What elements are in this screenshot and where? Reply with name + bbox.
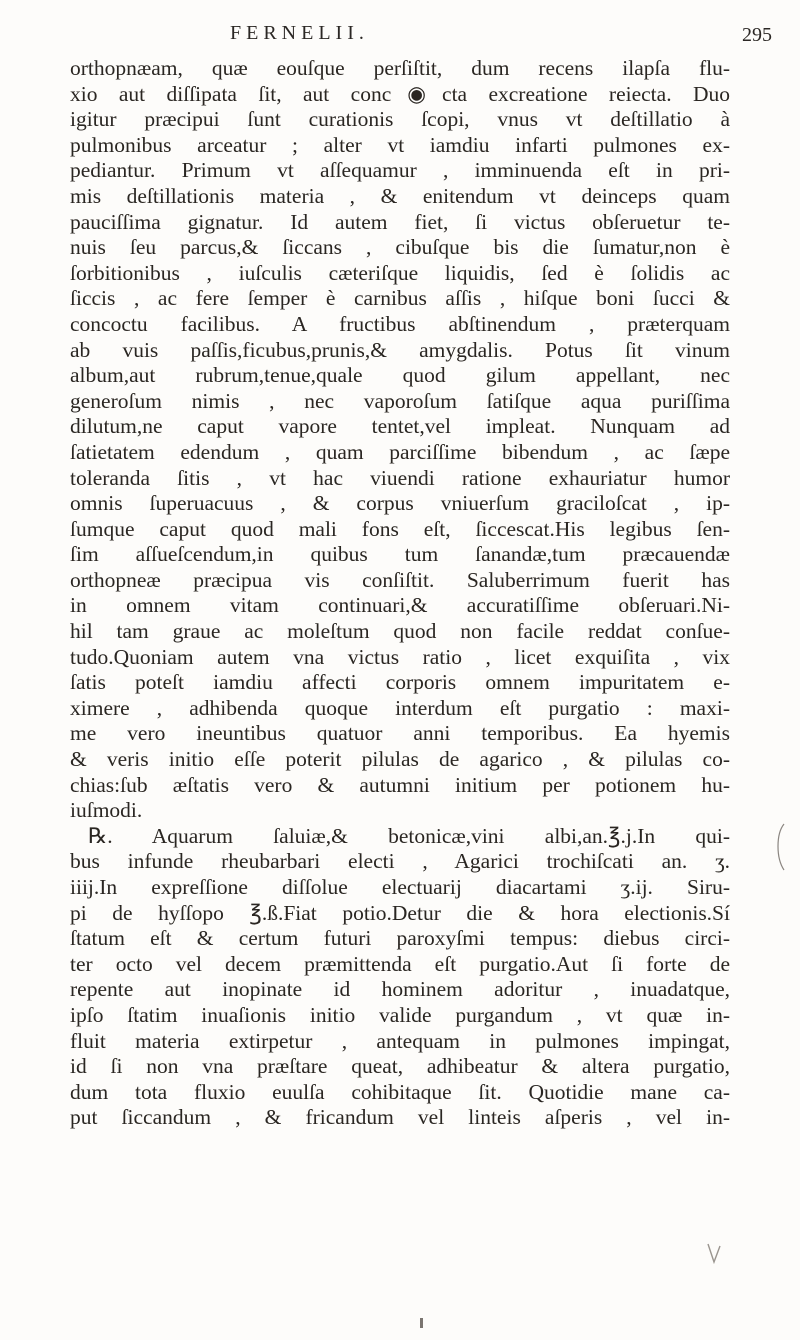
text-line: ſtatum eſt & certum futuri paroxyſmi tempus: diebus circi- [70, 926, 730, 951]
text-line: toleranda ſitis , vt hac viuendi ratione exhauriatur humor [70, 465, 730, 490]
text-line: bus infunde rheubarbari electi , Agarici trochiſcati an. ʒ. [70, 849, 730, 874]
text-line: ipſo ſtatim inuaſionis initio valide purgandum , vt quæ in- [70, 1002, 730, 1027]
text-line: nuis ſeu parcus,& ſiccans , cibuſque bis die ſumatur,non è [70, 235, 730, 260]
text-line: dilutum,ne caput vapore tentet,vel impleat. Nunquam ad [70, 414, 730, 439]
text-line: in omnem vitam continuari,& accuratiſſime obſeruari.Ni- [70, 593, 730, 618]
text-line: album,aut rubrum,tenue,quale quod gilum appellant, nec [70, 363, 730, 388]
page-edge-tick [420, 1318, 423, 1328]
recipe-line: ℞. Aquarum ſaluiæ,& betonicæ,vini albi,an.℥.j.In qui- [88, 823, 730, 848]
signature-mark [705, 1240, 723, 1270]
running-title: FERNELII. [230, 22, 369, 44]
text-line: fluit materia extirpetur , antequam in pulmones impingat, [70, 1028, 730, 1053]
text-line: pi de hyſſopo ℥.ß.Fiat potio.Detur die & hora electionis.Sí [70, 900, 730, 925]
text-line: id ſi non vna præſtare queat, adhibeatur & altera purgatio, [70, 1054, 730, 1079]
text-line: repente aut inopinate id hominem adoritur , inuadatque, [70, 977, 730, 1002]
body-text [70, 56, 730, 1131]
text-line: orthopnæam, quæ eouſque perſiſtit, dum recens ilapſa flu- [70, 56, 730, 80]
text-line: ab vuis paſſis,ficubus,prunis,& amygdalis. Potus ſit vinum [70, 337, 730, 362]
text-line: iuſmodi. [70, 798, 143, 823]
page-header [60, 14, 780, 54]
text-line: ſorbitionibus , iuſculis cæteriſque liquidis, ſed è ſolidis ac [70, 260, 730, 285]
text-line: ſiccis , ac fere ſemper è carnibus aſſis , hiſque boni ſucci & [70, 286, 730, 311]
text-line: ſatietatem edendum , quam parciſſime bibendum , ac ſæpe [70, 439, 730, 464]
text-line: ſatis poteſt iamdiu affecti corporis omnem impuritatem e- [70, 670, 730, 695]
margin-bracket-mark [770, 822, 790, 872]
text-line: ſumque caput quod mali fons eſt, ſiccescat.His legibus ſen- [70, 516, 730, 541]
text-line: put ſiccandum , & fricandum vel linteis aſperis , vel in- [70, 1105, 730, 1130]
text-line: xio aut diſſipata ſit, aut conc◉cta excreatione reiecta. Duo [70, 81, 730, 106]
text-line: omnis ſuperuacuus , & corpus vniuerſum graciloſcat , ip- [70, 491, 730, 516]
text-line: hil tam graue ac moleſtum quod non facile reddat conſue- [70, 619, 730, 644]
text-line: tudo.Quoniam autem vna victus ratio , licet exquiſita , vix [70, 644, 730, 669]
text-line: & veris initio eſſe poterit pilulas de agarico , & pilulas co- [70, 747, 730, 772]
text-line: generoſum nimis , nec vaporoſum ſatiſque aqua puriſſima [70, 388, 730, 413]
text-line: pulmonibus arceatur ; alter vt iamdiu infarti pulmones ex- [70, 132, 730, 157]
text-line: ſim aſſueſcendum,in quibus tum ſanandæ,tum præcauendæ [70, 542, 730, 567]
text-line: ter octo vel decem præmittenda eſt purgatio.Aut ſi forte de [70, 951, 730, 976]
text-line: dum tota fluxio euulſa cohibitaque ſit. Quotidie mane ca- [70, 1079, 730, 1104]
text-line: me vero ineuntibus quatuor anni temporibus. Ea hyemis [70, 721, 730, 746]
text-line: orthopneæ præcipua vis conſiſtit. Saluberrimum fuerit has [70, 567, 730, 592]
text-line: ximere , adhibenda quoque interdum eſt purgatio : maxi- [70, 695, 730, 720]
text-line: chias:ſub æſtatis vero & autumni initium per potionem hu- [70, 772, 730, 797]
text-line: pauciſſima gignatur. Id autem fiet, ſi victus obſeruetur te- [70, 209, 730, 234]
text-line: concoctu facilibus. A fructibus abſtinendum , præterquam [70, 311, 730, 336]
text-line: igitur præcipui ſunt curationis ſcopi, vnus vt deſtillatio à [70, 107, 730, 132]
text-line: pediantur. Primum vt aſſequamur , imminuenda eſt in pri- [70, 158, 730, 183]
text-line: iiij.In expreſſione diſſolue electuarij diacartami ʒ.ij. Siru- [70, 875, 730, 899]
text-line: mis deſtillationis materia , & enitendum vt deinceps quam [70, 183, 730, 208]
page-number: 295 [742, 24, 772, 46]
